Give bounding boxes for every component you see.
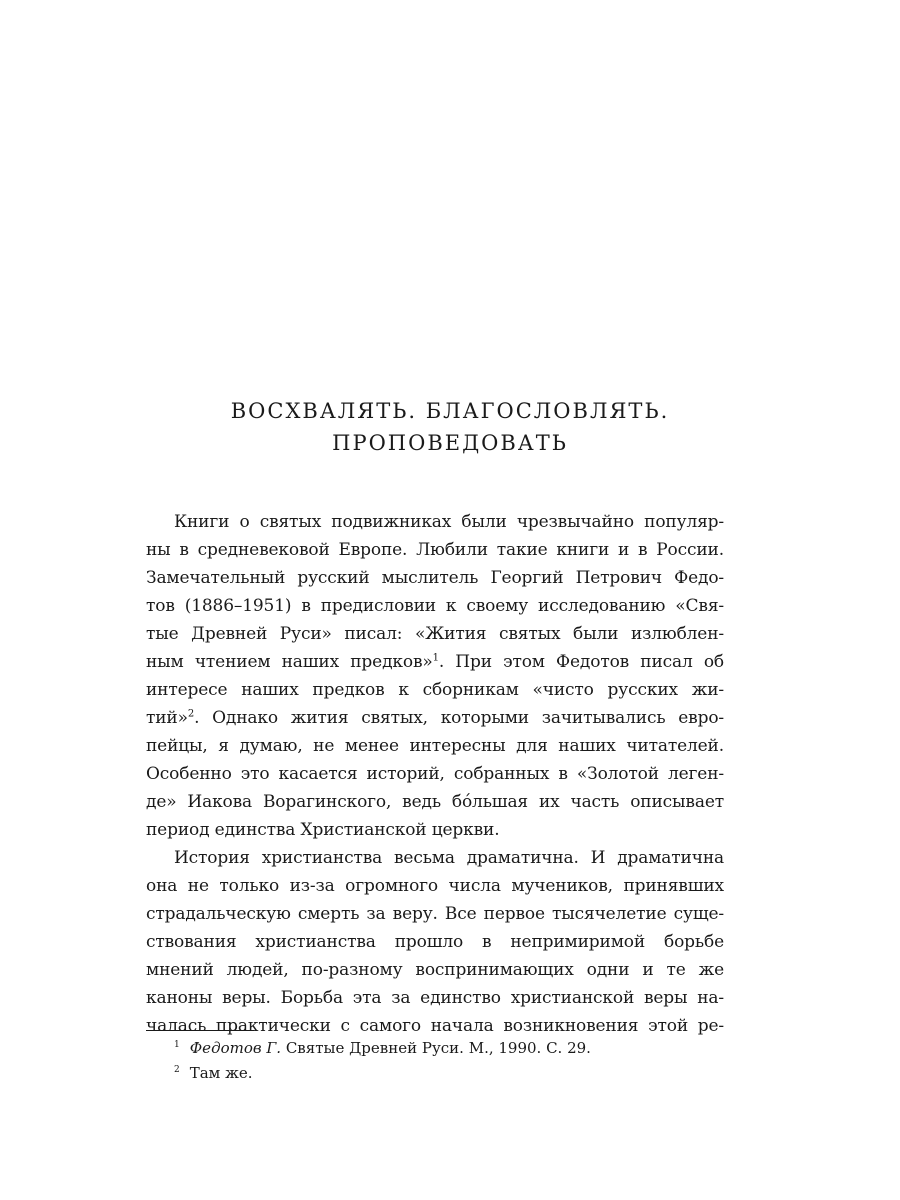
text-line-with-footnote <box>146 704 724 732</box>
text-line-with-footnote <box>146 648 724 676</box>
text-segment: . Однако жития святых, которыми зачитывались евро- <box>194 708 724 728</box>
text-line: тов (1886–1951) в предисловии к своему исследованию «Свя- <box>146 596 724 616</box>
footnote-divider <box>146 1030 254 1031</box>
footnote-ref-2[interactable]: 2 <box>187 708 195 720</box>
text-line: страдальческую смерть за веру. Все первое тысячелетие суще- <box>146 904 724 924</box>
chapter-title <box>120 395 780 459</box>
text-line: пейцы, я думаю, не менее интересны для наших читателей. <box>146 736 724 756</box>
footnote-1 <box>146 1036 724 1061</box>
text-segment: . При этом Федотов писал об <box>438 652 724 672</box>
text-line: История христианства весьма драматична. И драматична <box>174 848 724 868</box>
footnote-text: Там же. <box>189 1064 253 1082</box>
text-line: каноны веры. Борьба эта за единство христианской веры на- <box>146 988 724 1008</box>
text-line: ствования христианства прошло в непримиримой борьбе <box>146 932 724 952</box>
text-line: тые Древней Руси» писал: «Жития святых были излюблен- <box>146 624 724 644</box>
text-line: Особенно это касается историй, собранных в «Золотой леген- <box>146 764 724 784</box>
footnote-2 <box>146 1061 724 1086</box>
chapter-title-line-1: ВОСХВАЛЯТЬ. БЛАГОСЛОВЛЯТЬ. <box>230 399 670 423</box>
text-segment: ным чтением наших предков» <box>146 652 433 672</box>
footnote-number: 2 <box>174 1065 180 1075</box>
text-line: мнений людей, по-разному воспринимающих одни и те же <box>146 960 724 980</box>
footnote-ref-1[interactable]: 1 <box>432 652 439 664</box>
text-line: период единства Христианской церкви. <box>146 820 500 840</box>
text-line: ны в средневековой Европе. Любили такие книги и в России. <box>146 540 724 560</box>
footnote-author: Федотов Г. <box>189 1039 282 1057</box>
footnotes <box>146 1036 724 1086</box>
text-line: интересе наших предков к сборникам «чисто русских жи- <box>146 680 724 700</box>
text-line: чалась практически с самого начала возникновения этой ре- <box>146 1016 724 1036</box>
footnote-text: Святые Древней Руси. М., 1990. С. 29. <box>281 1039 591 1057</box>
body-text <box>146 508 724 1040</box>
text-line: де» Иакова Ворагинского, ведь бóльшая их часть описывает <box>146 792 724 812</box>
text-line: Книги о святых подвижниках были чрезвычайно популяр- <box>174 512 724 532</box>
text-segment: тий» <box>146 708 188 728</box>
text-line: Замечательный русский мыслитель Георгий Петрович Федо- <box>146 568 724 588</box>
chapter-title-line-2: ПРОПОВЕДОВАТЬ <box>332 431 568 455</box>
text-line: она не только из-за огромного числа мучеников, принявших <box>146 876 724 896</box>
footnote-number: 1 <box>174 1040 180 1050</box>
